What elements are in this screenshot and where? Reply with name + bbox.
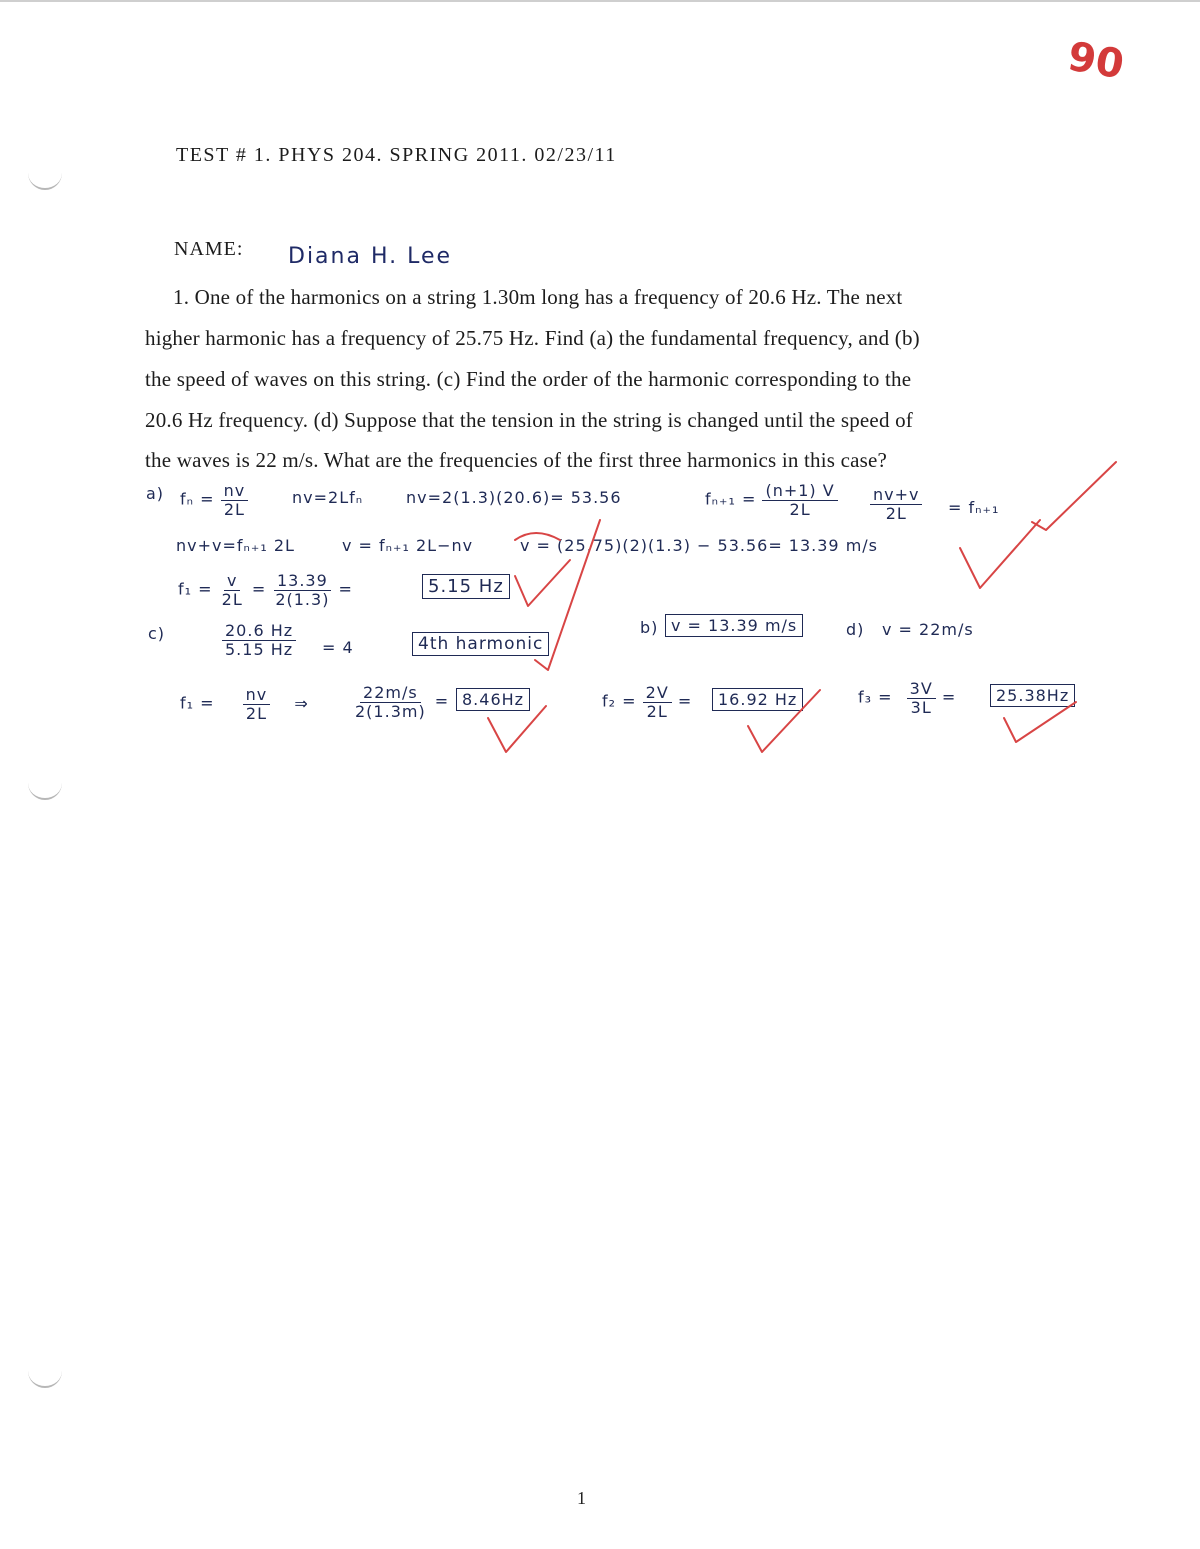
nvv-fraction: $\frac{nv+v}{2L}$ — [870, 486, 922, 522]
d-f1-answer-box: 8.46Hz — [456, 688, 530, 711]
fn-formula: fₙ = $\frac{nv}{2L}$ — [180, 482, 248, 518]
check-mark-icon — [488, 706, 546, 752]
page-number: 1 — [577, 1488, 586, 1508]
check-mark-icon — [535, 520, 600, 670]
harmonic-order-result: = 4 — [322, 638, 354, 657]
harmonic-answer-box: 4th harmonic — [412, 632, 549, 656]
d-f3-answer-box: 25.38Hz — [990, 684, 1075, 707]
row2-step-a: nv+v=fₙ₊₁ 2L — [176, 536, 295, 555]
check-mark-icon — [960, 520, 1040, 588]
check-mark-icon — [1032, 462, 1116, 530]
problem-line: higher harmonic has a frequency of 25.75 Hz. Find (a) the fundamental frequency, and (b) — [145, 326, 920, 350]
d-f3-formula: f₃ = $\frac{3V}{3L}$ = — [858, 679, 957, 717]
row2-step-b: v = fₙ₊₁ 2L−nv — [342, 536, 474, 555]
equals-fn1: = fₙ₊₁ — [948, 498, 1000, 517]
part-d-label: d) — [846, 620, 865, 639]
d-f1-substitution: $\frac{22m/s}{2(1.3m)}$ = — [355, 683, 450, 721]
nv-step: nv=2Lfₙ — [292, 488, 364, 507]
speed-answer-box: v = 13.39 m/s — [665, 614, 803, 637]
harmonic-order-fraction: $\frac{20.6 Hz}{5.15 Hz}$ — [222, 622, 296, 658]
new-speed: v = 22m/s — [882, 620, 974, 639]
problem-line: the speed of waves on this string. (c) Find the order of the harmonic corresponding to the — [145, 367, 912, 391]
part-b-label: b) — [640, 618, 659, 637]
circle-mark — [515, 533, 560, 540]
check-mark-icon — [748, 690, 820, 752]
f1-answer-box: 5.15 Hz — [422, 574, 510, 599]
part-c-label: c) — [148, 624, 166, 643]
problem-line: 1. One of the harmonics on a string 1.30m long has a frequency of 20.6 Hz. The next — [173, 285, 903, 309]
d-f1-formula: f₁ = $\frac{nv}{2L}$ ⇒ — [180, 685, 309, 723]
name-label: NAME: — [174, 238, 244, 260]
grade-score: 90 — [1064, 33, 1128, 89]
problem-line: the waves is 22 m/s. What are the frequencies of the first three harmonics in this case? — [145, 448, 888, 472]
fn1-formula: fₙ₊₁ = $\frac{(n+1) V}{2L}$ — [705, 482, 838, 518]
nv-value-step: nv=2(1.3)(20.6)= 53.56 — [406, 488, 622, 507]
test-title: TEST # 1. PHYS 204. SPRING 2011. 02/23/11 — [176, 144, 617, 166]
check-mark-icon — [1004, 702, 1076, 742]
speed-calculation: v = (25.75)(2)(1.3) − 53.56= 13.39 m/s — [520, 536, 879, 555]
student-name: Diana H. Lee — [288, 244, 453, 269]
f1-formula: f₁ = $\frac{v}{2L}$ = $\frac{13.39}{2(1.3)}$ = — [178, 571, 353, 609]
problem-line: 20.6 Hz frequency. (d) Suppose that the tension in the string is changed until the speed of — [145, 408, 913, 432]
d-f2-formula: f₂ = $\frac{2V}{2L}$ = — [602, 683, 693, 721]
check-mark-icon — [515, 560, 570, 606]
part-a-label: a) — [146, 484, 165, 503]
d-f2-answer-box: 16.92 Hz — [712, 688, 803, 711]
